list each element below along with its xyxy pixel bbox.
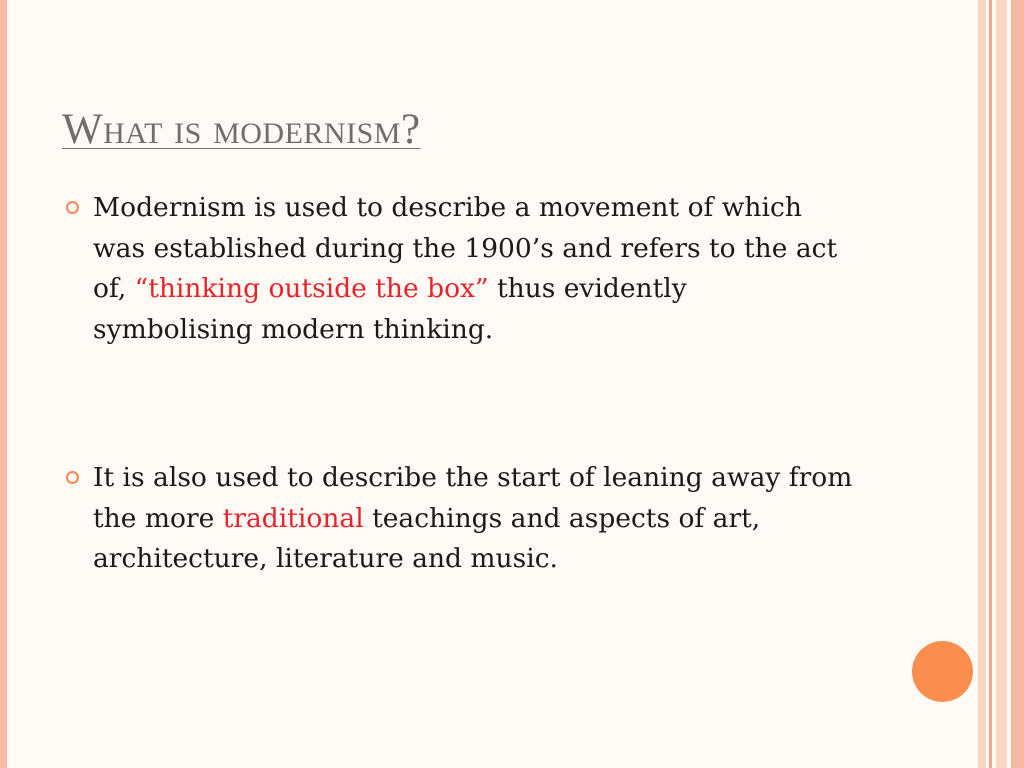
bullet-text [93,188,853,350]
left-border-stripe [0,0,7,768]
bullet-circle-icon [66,201,79,214]
slide-title: What is modernism? [62,106,421,153]
bullet-text-plain: teachings and aspects of art, architecture, literature and music. [93,502,761,574]
bullet-text-plain: Modernism is used to describe a movement of which was established during the 1900’s and refers to the act of, [93,192,838,304]
right-border-stripe [1011,0,1024,768]
bullet-text-plain: thus evidently symbolising modern thinking. [93,273,687,345]
bullet-text-plain: It is also used to describe the start of leaning away from the more [93,462,853,534]
bullet-text [93,458,853,580]
bullet-text-highlight: traditional [222,502,364,534]
bullet-circle-icon [66,471,79,484]
right-border-stripe [989,0,992,768]
bullet-text-highlight: “thinking outside the box” [134,273,489,304]
decorative-circle [912,641,973,702]
right-border-stripe [978,0,986,768]
right-border-stripe [996,0,1007,768]
